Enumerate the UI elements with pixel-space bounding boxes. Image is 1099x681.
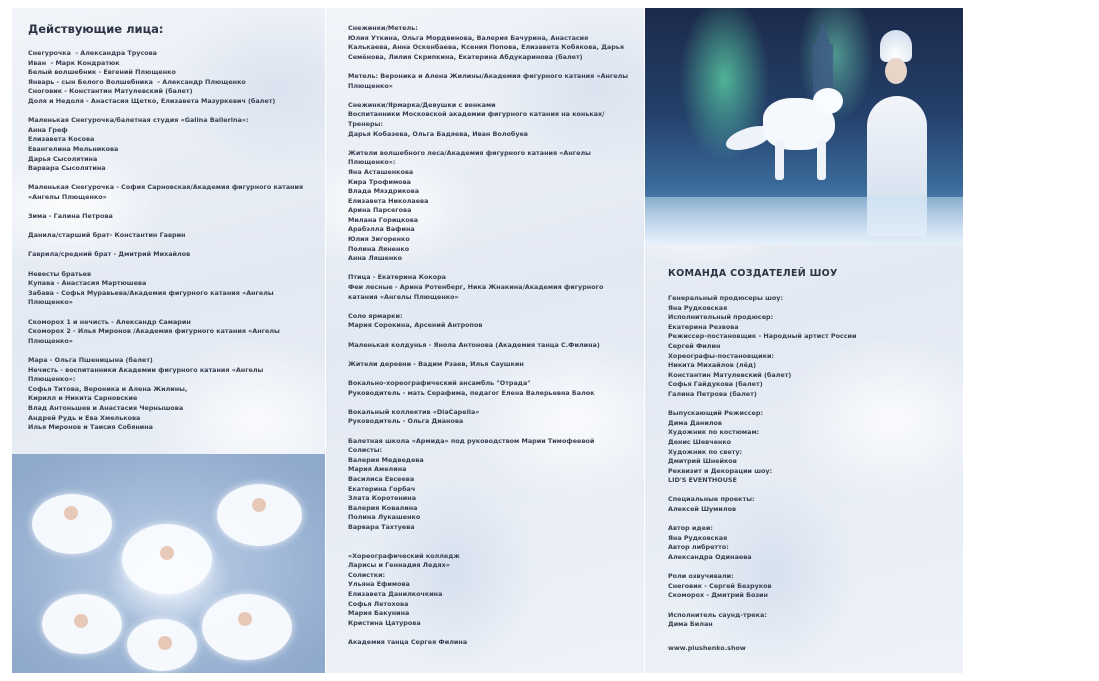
cast-panel bbox=[12, 8, 325, 673]
website-text: www.plushenko.show bbox=[668, 644, 746, 652]
credit-line: катания «Ангелы Плющенко» bbox=[348, 292, 459, 301]
credit-line: Галина Петрова (балет) bbox=[668, 389, 757, 398]
credit-line: Влад Антоньшев и Анастасия Чернышова bbox=[28, 403, 184, 412]
credit-line: Дарья Кобазева, Ольга Бадяева, Иван Волобуев bbox=[348, 129, 528, 138]
credit-line: Снегурочка - Александра Трусова bbox=[28, 49, 157, 57]
credit-line: «Хореографический колледж bbox=[348, 551, 460, 560]
credit-line: Полина Ляненко bbox=[348, 244, 410, 253]
credit-line bbox=[668, 400, 857, 410]
credit-line: Белый волшебник - Евгений Плющенко bbox=[28, 68, 176, 77]
credit-line bbox=[668, 515, 857, 525]
credit-line: Мара - Ольга Пшеницына (балет) bbox=[28, 356, 153, 364]
credit-line bbox=[668, 601, 857, 611]
credit-line: LID'S EVENTHOUSE bbox=[668, 476, 737, 485]
credit-line: Реквизит и Декорации шоу: bbox=[668, 466, 773, 475]
credit-line: Выпускающий Режиссер: bbox=[668, 409, 764, 418]
credit-line: Варвара Сысолятина bbox=[28, 164, 106, 173]
credit-line bbox=[28, 308, 303, 318]
credit-line: Нечисть - воспитанники Академии фигурного катания «Ангелы bbox=[28, 365, 264, 374]
snow-queen-wolf-photo bbox=[645, 8, 963, 245]
credit-line: Художник по костюмам: bbox=[668, 428, 760, 437]
credit-line: Юлия Уткина, Ольга Мордвинова, Валерия Бачурина, Анастасия bbox=[348, 33, 589, 42]
credit-line: Елизавета Косова bbox=[28, 135, 95, 144]
crew-panel bbox=[645, 8, 963, 673]
credit-line bbox=[348, 628, 628, 638]
credit-line: Мария Сорокина, Арсений Антропов bbox=[348, 321, 483, 330]
credit-line: Автор либретто: bbox=[668, 543, 729, 552]
credit-line: Забава - Софья Муравьева/Академия фигурного катания «Ангелы bbox=[28, 288, 274, 297]
credit-line bbox=[28, 107, 303, 117]
credit-line: Исполнитель саунд-трека: bbox=[668, 610, 767, 619]
credit-line: Снежинки/Ярмарка/Девушки с венками bbox=[348, 100, 496, 109]
credit-line: Влада Мяздрикова bbox=[348, 187, 420, 196]
credit-line: Дима Билан bbox=[668, 620, 713, 629]
credit-line: Валерия Ковалина bbox=[348, 503, 418, 512]
credit-line: Маленькая Снегурочка/балетная студия «Galina Ballerina»: bbox=[28, 116, 249, 125]
credit-line: Дима Данилов bbox=[668, 418, 722, 427]
credit-line: Софья Гайдукова (балет) bbox=[668, 380, 763, 389]
credit-line: Злата Коротенина bbox=[348, 494, 417, 503]
credit-line: Птица - Екатерина Кокора bbox=[348, 273, 446, 282]
credit-line: Вокально-хореографический ансамбль "Отрада" bbox=[348, 378, 531, 387]
credit-line bbox=[668, 563, 857, 573]
credit-line bbox=[348, 331, 628, 341]
credit-line: Скоморох - Дмитрий Бозин bbox=[668, 591, 768, 600]
credit-line: Юлия Зигоренко bbox=[348, 235, 410, 244]
credit-line: Плющенко»: bbox=[28, 375, 76, 384]
credit-line bbox=[348, 62, 628, 72]
credit-line: Арина Парсегова bbox=[348, 206, 412, 215]
credit-line: Константин Матулевский (балет) bbox=[668, 370, 792, 379]
credit-line bbox=[28, 203, 303, 213]
credit-line: Руководитель - мать Серафима, педагог Елена Валерьевна Балок bbox=[348, 388, 595, 397]
credit-line: Скоморох 1 и нечисть - Александр Самарин bbox=[28, 317, 191, 326]
credit-line: Специальные проекты: bbox=[668, 495, 755, 504]
credit-line: Скоморох 2 - Илья Миронов /Академия фигурного катания «Ангелы bbox=[28, 327, 280, 336]
credit-line: Генеральный продюсеры шоу: bbox=[668, 294, 784, 302]
credit-line bbox=[28, 346, 303, 356]
credit-line bbox=[28, 241, 303, 251]
credit-line: Гаврила/средний брат - Дмитрий Михайлов bbox=[28, 250, 191, 259]
credit-line: Воспитанники Московской академии фигурного катания на коньках/ bbox=[348, 110, 605, 119]
crew-heading: КОМАНДА СОЗДАТЕЛЕЙ ШОУ bbox=[668, 268, 838, 279]
credit-line: Ларисы и Геннадия Ледях» bbox=[348, 561, 450, 570]
credit-line bbox=[348, 369, 628, 379]
credit-line bbox=[348, 302, 628, 312]
credit-line: Яна Рудковская bbox=[668, 533, 728, 542]
credit-line bbox=[348, 427, 628, 437]
credit-line: Исполнительный продюсер: bbox=[668, 313, 774, 322]
credit-line: Арабэлла Вафина bbox=[348, 225, 415, 234]
credit-line: Яна Асташенкова bbox=[348, 167, 414, 176]
credit-line: Кира Трофимова bbox=[348, 177, 411, 186]
credit-line: Феи лесные - Арина Ротенберг, Ника Жнакина/Академия фигурного bbox=[348, 283, 604, 292]
credit-line bbox=[348, 91, 628, 101]
credit-line: Софья Титова, Вероника и Алена Жилины, bbox=[28, 384, 188, 393]
credit-line: Иван - Марк Кондратюк bbox=[28, 58, 120, 67]
credit-line bbox=[28, 260, 303, 270]
credit-line: Сноговик - Константин Матулевский (балет) bbox=[28, 87, 193, 96]
credit-line: Александра Одинаева bbox=[668, 553, 752, 562]
credit-line: Плющенко»: bbox=[348, 158, 396, 167]
credit-line: Евангелина Мельникова bbox=[28, 144, 119, 153]
credit-line: Илья Миронов и Таисия Собянина bbox=[28, 423, 153, 432]
credit-line: Анна Греф bbox=[28, 125, 68, 134]
ensemble-panel bbox=[326, 8, 644, 673]
credit-line: Маленькая колдунья - Янола Антонова (Академия танца С.Филина) bbox=[348, 340, 600, 349]
credit-line: Академия танца Сергея Филина bbox=[348, 638, 468, 646]
credit-line: Купава - Анастасия Мартюшева bbox=[28, 279, 147, 288]
credit-line: Снеговик - Сергей Безруков bbox=[668, 581, 772, 590]
credit-line: Жители волшебного леса/Академия фигурного катания «Ангелы bbox=[348, 148, 591, 157]
credit-line: Солистки: bbox=[348, 570, 386, 579]
credit-line: Метель: Вероника и Алена Жилины/Академия фигурного катания «Ангелы bbox=[348, 71, 629, 80]
credit-line: Денис Шевченко bbox=[668, 437, 732, 446]
credit-line bbox=[668, 486, 857, 496]
credit-line bbox=[348, 350, 628, 360]
ensemble-list bbox=[348, 24, 628, 648]
credit-line: Дарья Сысолятина bbox=[28, 154, 98, 163]
credit-line: Данила/старший брат- Константин Гаврин bbox=[28, 231, 186, 240]
credit-line: Доля и Недоля - Анастасия Щетко, Елизавета Мазуркевич (балет) bbox=[28, 96, 276, 105]
credit-line: Варвара Тахтуева bbox=[348, 522, 415, 531]
credit-line: Дмитрий Шнейков bbox=[668, 457, 737, 466]
credit-line: Январь - сын Белого Волшебника - Александр Плющенко bbox=[28, 77, 246, 86]
credit-line: Солисты: bbox=[348, 446, 383, 455]
credit-line: Невесты братьев bbox=[28, 269, 92, 278]
credit-line: Милана Горицкова bbox=[348, 215, 419, 224]
credit-line: Софья Летохова bbox=[348, 599, 409, 608]
credit-line: Руководитель - Ольга Дианова bbox=[348, 417, 464, 426]
credit-line bbox=[348, 398, 628, 408]
credit-line: Роли озвучивали: bbox=[668, 572, 734, 581]
credit-line: Ульяна Ефимова bbox=[348, 580, 410, 589]
credit-line: Режиссер-постановщик - Народный артист России bbox=[668, 332, 857, 341]
credit-line: Плющенко» bbox=[28, 336, 73, 345]
credit-line bbox=[28, 174, 303, 184]
credit-line bbox=[348, 139, 628, 149]
credit-line: Соло ярмарки: bbox=[348, 311, 403, 320]
credit-line: Полина Лукашенко bbox=[348, 513, 421, 522]
credit-line: Хореографы-постановщики: bbox=[668, 351, 774, 360]
credit-line: Андрей Рудь и Ева Хмелькова bbox=[28, 413, 141, 422]
credit-line: Автор идеи: bbox=[668, 524, 713, 533]
credit-line: Екатерина Резвова bbox=[668, 322, 739, 331]
cast-list bbox=[28, 49, 303, 433]
credit-line: Вокальный коллектив «DiaCapella» bbox=[348, 407, 480, 416]
credit-line: Никита Михайлов (лёд) bbox=[668, 361, 756, 370]
credit-line: Жители деревни - Вадим Рзаев, Илья Саушкин bbox=[348, 359, 524, 368]
credit-line: Художник по свету: bbox=[668, 447, 743, 456]
credit-line: Екатерина Горбач bbox=[348, 484, 416, 493]
ballerinas-photo bbox=[12, 454, 325, 673]
credit-line: Елизавета Данилкочкина bbox=[348, 590, 443, 599]
credit-line: Семёнова, Лилия Скрипкина, Екатерина Абдукаринова (балет) bbox=[348, 52, 583, 61]
credit-line bbox=[348, 542, 628, 552]
credit-line: Калькаева, Анна Оскенбаева, Ксения Попова, Елизавета Кобякова, Дарья bbox=[348, 43, 624, 52]
credit-line: Мария Амелина bbox=[348, 465, 407, 474]
credit-line: Тренеры: bbox=[348, 119, 383, 128]
credit-line bbox=[28, 222, 303, 232]
credit-line: Снежинки/Метель: bbox=[348, 24, 418, 32]
credit-line: Елизавета Николаева bbox=[348, 196, 429, 205]
credit-line: Анна Ляшенко bbox=[348, 254, 402, 263]
crew-list bbox=[668, 294, 857, 630]
credit-line: Маленькая Снегурочка - София Сарновская/Академия фигурного катания bbox=[28, 183, 304, 192]
credit-line: Алексей Шумилов bbox=[668, 505, 737, 514]
credit-line: Плющенко» bbox=[28, 298, 73, 307]
credit-line: Яна Рудковская bbox=[668, 303, 728, 312]
credit-line: Мария Бакунина bbox=[348, 609, 410, 618]
credit-line: Зима - Галина Петрова bbox=[28, 212, 113, 221]
credit-line: Валерия Медведева bbox=[348, 455, 424, 464]
credit-line: Плющенко» bbox=[348, 81, 393, 90]
credit-line: Василиса Евсеева bbox=[348, 474, 415, 483]
credit-line bbox=[348, 264, 628, 274]
credit-line bbox=[348, 532, 628, 542]
credit-line: Балетная школа «Армида» под руководством Марии Тимофеевой bbox=[348, 436, 595, 445]
cast-heading: Действующие лица: bbox=[28, 22, 164, 36]
credit-line: Кирилл и Никита Сарновские bbox=[28, 394, 138, 403]
credit-line: «Ангелы Плющенко» bbox=[28, 192, 107, 201]
credit-line: Сергей Филин bbox=[668, 341, 721, 350]
credit-line: Кристина Цатурова bbox=[348, 618, 421, 627]
